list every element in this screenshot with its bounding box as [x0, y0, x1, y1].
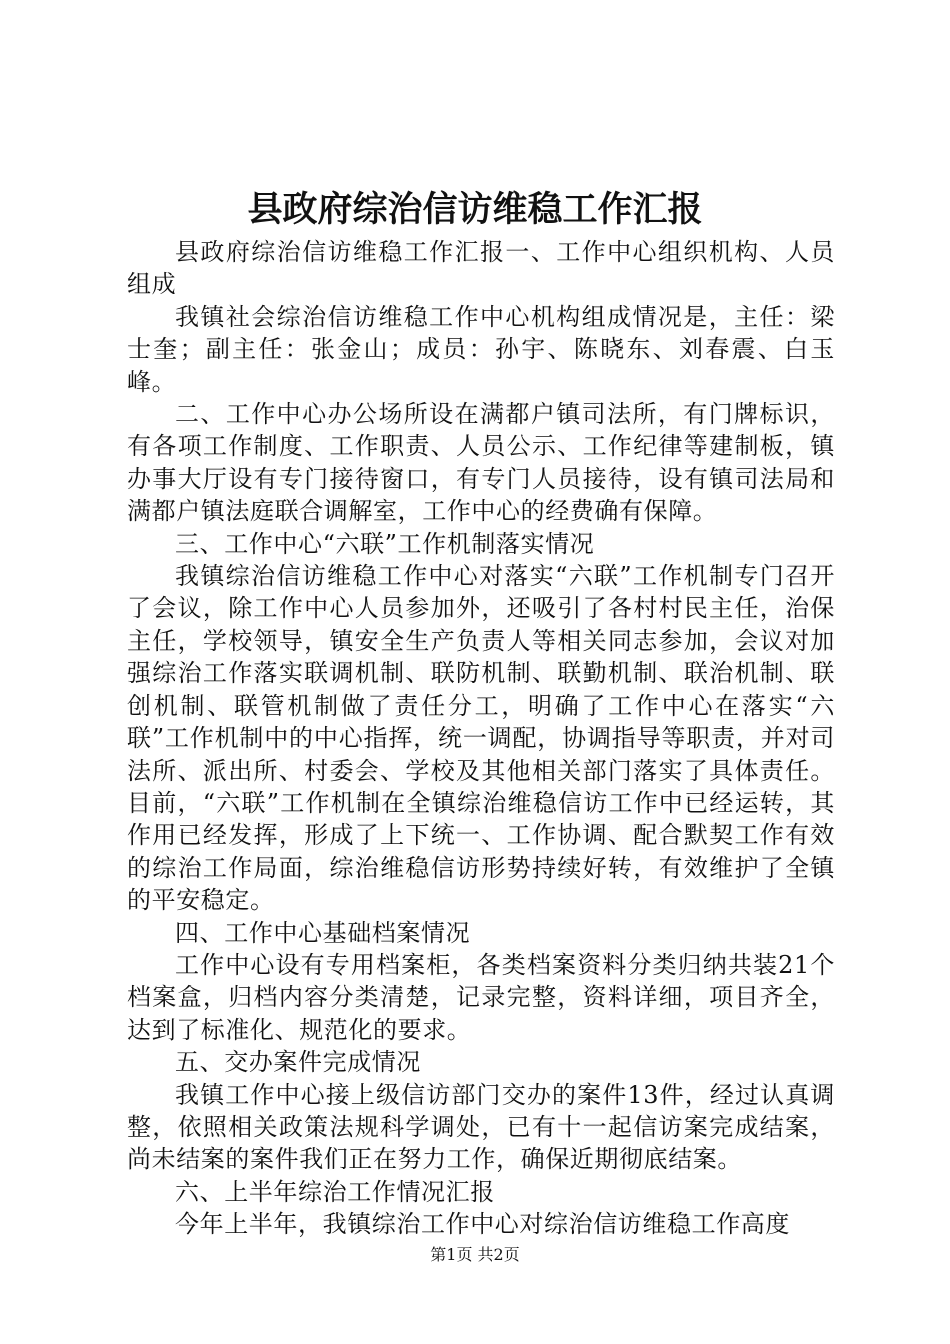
paragraph: 我镇工作中心接上级信访部门交办的案件13件，经过认真调整，依照相关政策法规科学调处，已有十一起信访案完成结案，尚未结案的案件我们正在努力工作，确保近期彻底结案。	[127, 1080, 835, 1174]
section-heading: 六、上半年综治工作情况汇报	[175, 1177, 495, 1206]
paragraph: 工作中心设有专用档案柜，各类档案资料分类归纳共装21个档案盒，归档内容分类清楚，记录完整，资料详细，项目齐全，达到了标准化、规范化的要求。	[127, 950, 835, 1044]
paragraph: 县政府综治信访维稳工作汇报一、工作中心组织机构、人员组成	[127, 238, 835, 299]
section-heading: 五、交办案件完成情况	[175, 1048, 421, 1077]
paragraph: 二、工作中心办公场所设在满都户镇司法所，有门牌标识，有各项工作制度、工作职责、人员公示、工作纪律等建制板，镇办事大厅设有专门接待窗口，有专门人员接待，设有镇司法局和满都户镇法庭联合调解室，工作中心的经费确有保障。	[127, 400, 835, 526]
section-heading: 三、工作中心“六联”工作机制落实情况	[175, 529, 595, 558]
paragraph: 我镇社会综治信访维稳工作中心机构组成情况是，主任：梁士奎；副主任：张金山；成员：孙宇、陈晓东、刘春震、白玉峰。	[127, 302, 835, 396]
paragraph: 今年上半年，我镇综治工作中心对综治信访维稳工作高度	[175, 1210, 790, 1239]
document-title: 县政府综治信访维稳工作汇报	[247, 189, 703, 230]
document-body	[127, 236, 835, 1241]
paragraph: 我镇综治信访维稳工作中心对落实“六联”工作机制专门召开了会议，除工作中心人员参加外，还吸引了各村村民主任，治保主任，学校领导，镇安全生产负责人等相关同志参加，会议对加强综治工作落实联调机制、联防机制、联勤机制、联治机制、联创机制、联管机制做了责任分工，明确了工作中心在落实“六联”工作机制中的中心指挥，统一调配，协调指导等职责，并对司法所、派出所、村委会、学校及其他相关部门落实了具体责任。目前，“六联”工作机制在全镇综治维稳信访工作中已经运转，其作用已经发挥，形成了上下统一、工作协调、配合默契工作有效的综治工作局面，综治维稳信访形势持续好转，有效维护了全镇的平安稳定。	[127, 562, 835, 915]
section-heading: 四、工作中心基础档案情况	[175, 918, 471, 947]
page-number-footer: 第1页 共2页	[430, 1245, 520, 1264]
